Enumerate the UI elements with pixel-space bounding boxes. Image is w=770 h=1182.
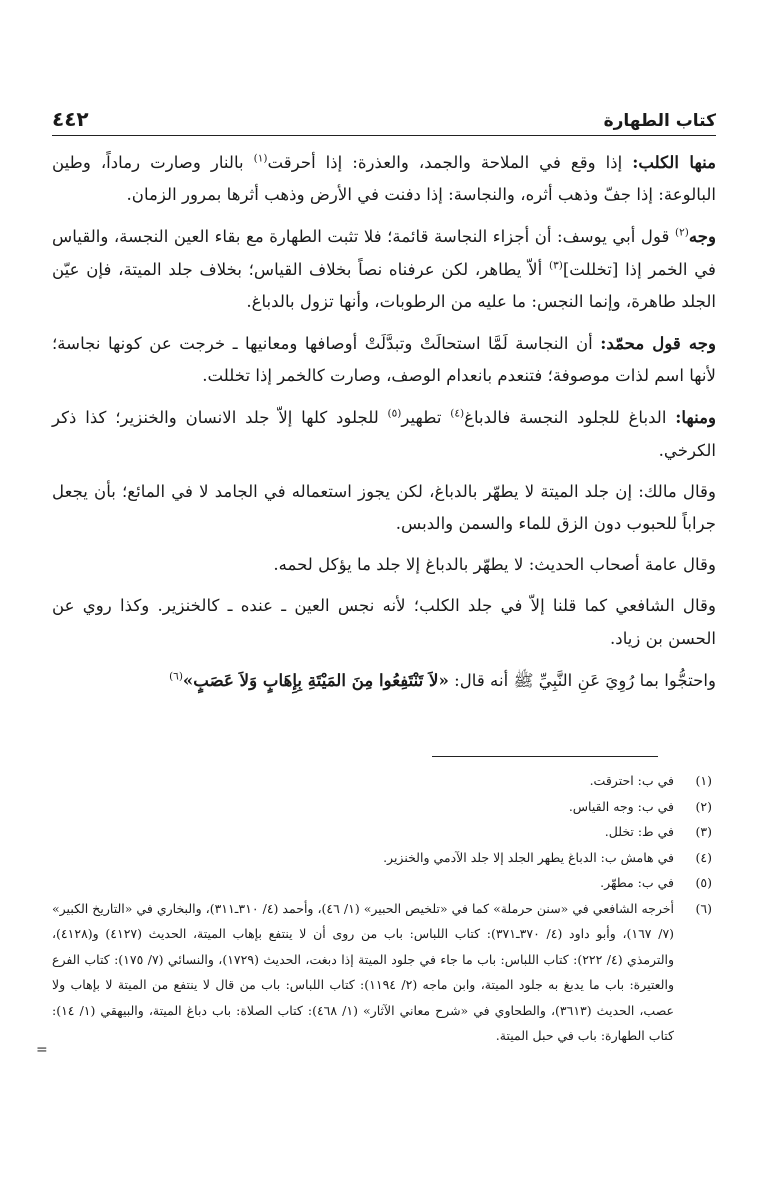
- text-run: للجلود كلها إلاّ جلد الانسان والخنزير؛ كذا ذكر الكرخي.: [52, 408, 716, 460]
- footnote-number: (٣): [695, 824, 712, 839]
- paragraph: [52, 327, 716, 392]
- footnote-ref: (٤): [450, 407, 465, 420]
- footnote: [52, 896, 716, 1049]
- text-run: قول أبي يوسف: أن أجزاء النجاسة قائمة؛ فلا تثبت الطهارة مع بقاء العين النجسة، والقياس في الخمر إذا [تخللت]: [52, 227, 716, 279]
- footnote-separator: [432, 756, 658, 757]
- footnote: [52, 819, 716, 845]
- margin-mark: =: [36, 1042, 48, 1058]
- footnotes: [52, 768, 716, 1049]
- footnote-text: في ب: وجه القياس.: [568, 798, 674, 814]
- paragraph-lead: منها الكلب:: [632, 152, 717, 172]
- footnote-text: أخرجه الشافعي في «سنن حرملة» كما في «تلخيص الحبير» (١/ ٤٦)، وأحمد (٤/ ٣١٠ـ٣١١)، والبخاري في «التاريخ الكبير» (٧/ ١٦٧)، وأبو داود (٤/ ٣٧٠ـ٣٧١): كتاب اللباس: باب من روى أن لا ينتفع بإهاب الميتة، الحديث (٤١٢٧) و(٤١٢٨)، والترمذي (٤/ ٢٢٢): كتاب اللباس: باب ما جاء في جلود الميتة إذا دبغت، الحديث (١٧٢٩)، والنسائي (٧/ ١٧٥): كتاب الفرع والعتيرة: باب ما يدبغ به جلود الميتة، وابن ماجه (٢/ ١١٩٤): كتاب اللباس: باب من قال لا ينتفع من الميتة لا بإهاب ولا عصب، الحديث (٣٦١٣)، والطحاوي في «شرح معاني الآثار» (١/ ٤٦٨): كتاب الصلاة: باب دباغ الميتة، والبيهقي (١/ ١٤): كتاب الطهارة: باب في حبل الميتة.: [52, 900, 675, 1043]
- text-run: أن النجاسة لَمَّا استحالَتْ وتبدَّلَتْ أوصافها ومعانيها ـ خرجت عن كونها نجاسة؛ لأنها اسم لذات موصوفة؛ فتنعدم بانعدام الوصف، وصارت كالخمر إذا تخللت.: [52, 334, 716, 386]
- paragraph: [52, 549, 716, 581]
- main-text: [52, 146, 716, 706]
- paragraph-lead: وجه: [688, 226, 716, 247]
- footnote: [52, 768, 716, 794]
- text-run: وقال الشافعي كما قلنا إلاّ في جلد الكلب؛ لأنه نجس العين ـ عنده ـ كالخنزير. وكذا روي عن الحسن بن زياد.: [52, 596, 716, 648]
- text-run: ألاّ يطاهر، لكن عرفناه نصاً بخلاف القياس؛ بخلاف جلد الميتة، فإن عيّن الجلد طاهرة، وإنما النجس: ما عليه من الرطوبات، وأنها تزول بالدباغ.: [52, 259, 716, 311]
- page-header: [52, 100, 716, 136]
- footnote-number: (٤): [695, 849, 712, 865]
- text-run: بالنار وصارت رماداً، وطين البالوعة: إذا جفّ وذهب أثره، والنجاسة: إذا دفنت في الأرض وذهب أثرها بمرور الزمان.: [52, 153, 716, 205]
- footnote: [52, 845, 716, 871]
- footnote-ref: (١): [253, 152, 268, 165]
- paragraph: [52, 401, 716, 466]
- running-title: كتاب الطهارة: [603, 111, 716, 131]
- paragraph: [52, 220, 716, 318]
- footnote: [52, 870, 716, 896]
- hadith-quote: «لاَ تَنْتَفِعُوا مِنَ المَيْتَةِ بِإِهَابٍ وَلاَ عَصَبٍ»: [182, 669, 449, 690]
- footnote-ref: (٣): [548, 259, 563, 272]
- footnote-number: (٢): [695, 798, 712, 814]
- footnote-ref: (٢): [674, 226, 689, 239]
- text-run: تطهير: [401, 408, 451, 428]
- page-number: ٤٤٢: [52, 107, 89, 131]
- text-run: وقال مالك: إن جلد الميتة لا يطهّر بالدباغ، لكن يجوز استعماله في الجامد لا في المائع؛ بأن يجعل جراباً للحبوب دون الزق للماء والسمن والدبس.: [52, 481, 716, 534]
- text-run: إذا وقع في الملاحة والجمد، والعذرة: إذا أحرقت: [267, 153, 633, 172]
- footnote-ref: (٦): [169, 670, 183, 683]
- paragraph: [52, 476, 716, 540]
- text-run: وقال عامة أصحاب الحديث: لا يطهّر بالدباغ إلا جلد ما يؤكل لحمه.: [273, 555, 716, 575]
- footnote-number: (٥): [695, 875, 712, 890]
- paragraph: [52, 664, 716, 697]
- paragraph: [52, 590, 716, 654]
- footnote-text: في ب: مطهّر.: [600, 875, 674, 890]
- footnote-text: في هامش ب: الدباغ يطهر الجلد إلا جلد الآدمي والخنزير.: [383, 849, 674, 865]
- footnote-number: (٦): [695, 900, 712, 916]
- paragraph-lead: وجه قول محمّد:: [600, 333, 716, 354]
- text-run: الدباغ للجلود النجسة فالدباغ: [464, 408, 676, 428]
- footnote-text: في ط: تخلل.: [604, 824, 674, 839]
- paragraph: [52, 146, 716, 211]
- footnote-number: (١): [695, 773, 712, 788]
- footnote-text: في ب: احترقت.: [589, 773, 674, 788]
- text-run: واحتجُّوا بما رُوِيَ عَنِ النَّبِيِّ ﷺ أنه قال:: [448, 670, 716, 690]
- paragraph-lead: ومنها:: [675, 407, 716, 428]
- footnote-ref: (٥): [387, 407, 402, 420]
- footnote: [52, 794, 716, 820]
